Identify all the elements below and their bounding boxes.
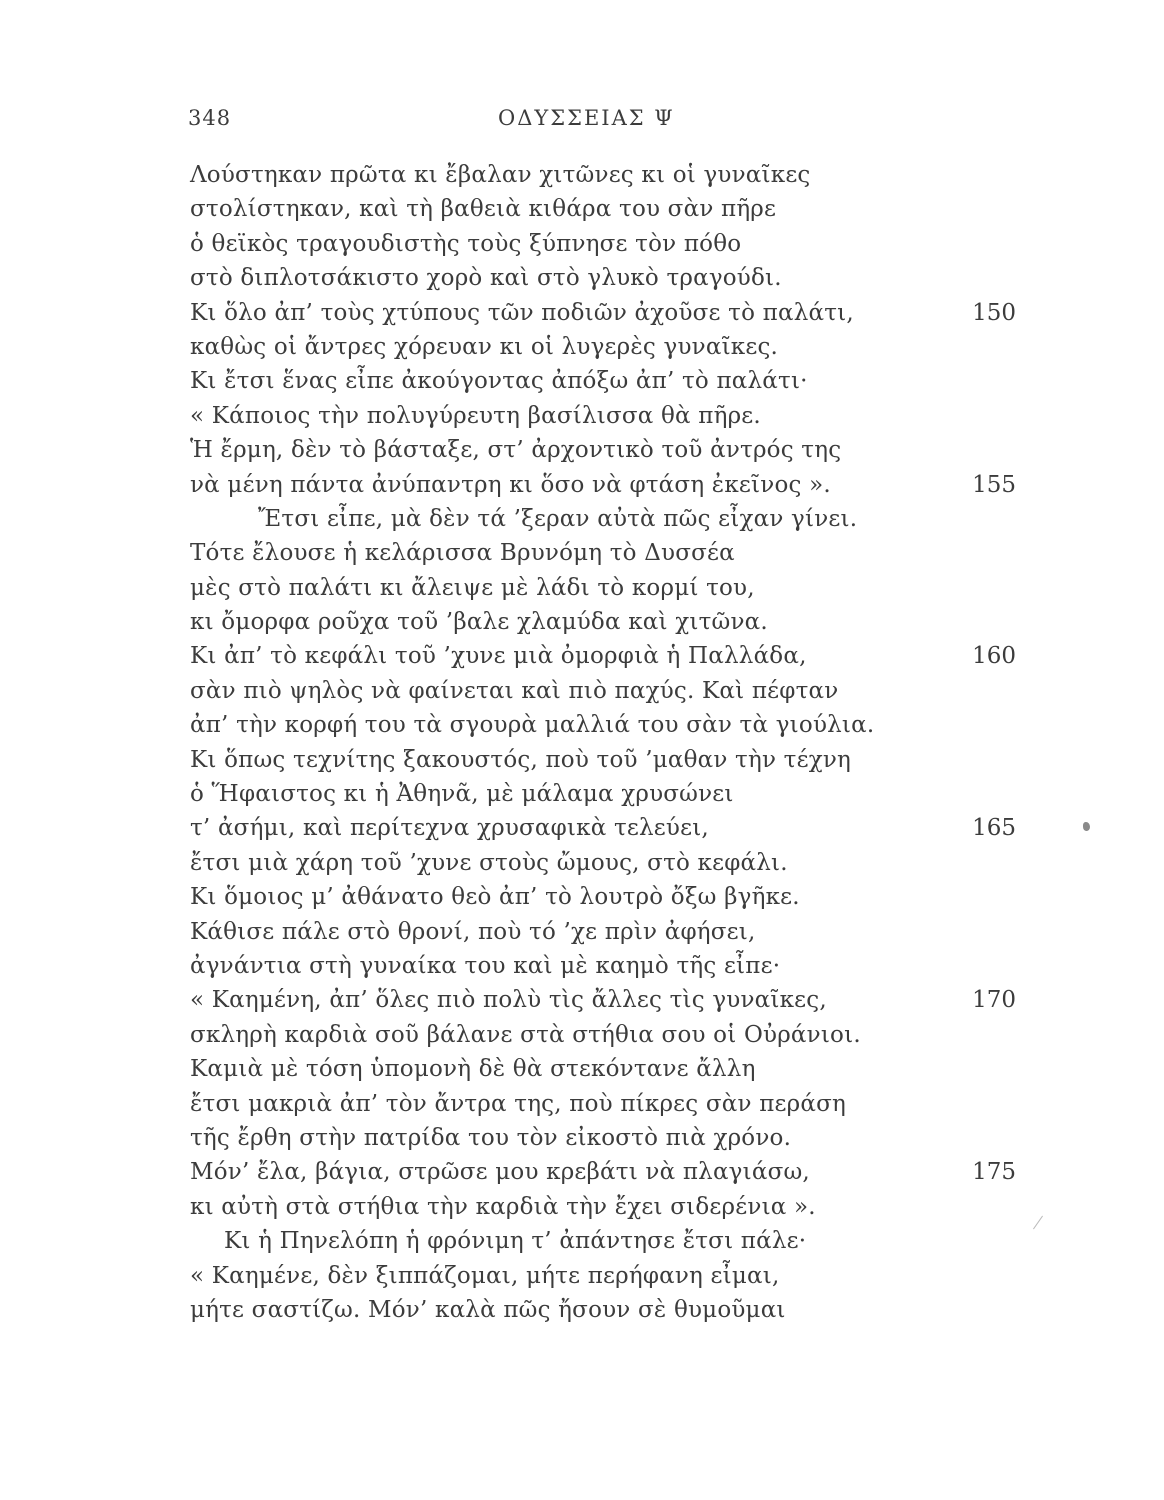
verse-line xyxy=(0,1087,1164,1121)
verse-line xyxy=(0,639,1164,673)
verse-line xyxy=(0,296,1164,330)
verse-line xyxy=(0,502,1164,536)
page-number: 348 xyxy=(188,106,232,130)
verse-line xyxy=(0,811,1164,845)
verse-text: Τότε ἔλουσε ἡ κελάρισσα Βρυνόμη τὸ Δυσσέα xyxy=(190,540,735,567)
verse-text: Μόν’ ἔλα, βάγια, στρῶσε μου κρεβάτι νὰ πλαγιάσω, xyxy=(190,1159,810,1186)
running-head xyxy=(0,106,1164,136)
verse-text: τ’ ἀσήμι, καὶ περίτεχνα χρυσαφικὰ τελεύει, xyxy=(190,815,709,842)
verse-text: κι αὐτὴ στὰ στήθια τὴν καρδιὰ τὴν ἔχει σιδερένια ». xyxy=(190,1193,816,1220)
verse-text: Κι ὅλο ἀπ’ τοὺς χτύπους τῶν ποδιῶν ἀχοῦσε τὸ παλάτι, xyxy=(190,299,854,326)
verse-text: Κι ἡ Πηνελόπη ἡ φρόνιμη τ’ ἀπάντησε ἔτσι πάλε· xyxy=(224,1228,807,1255)
verse-text: ἔτσι μακριὰ ἀπ’ τὸν ἄντρα της, ποὺ πίκρες σὰν περάση xyxy=(190,1090,846,1117)
verse-line xyxy=(0,192,1164,226)
verse-text: Κάθισε πάλε στὸ θρονί, ποὺ τό ’χε πρὶν ἀφήσει, xyxy=(190,918,756,945)
verse-text: ὁ θεϊκὸς τραγουδιστὴς τοὺς ξύπνησε τὸν πόθο xyxy=(190,230,742,257)
verse-line xyxy=(0,1121,1164,1155)
ink-speck xyxy=(1083,822,1090,831)
line-number: 160 xyxy=(972,643,1016,670)
verse-text: « Καημένε, δὲν ξιππάζομαι, μήτε περήφανη εἶμαι, xyxy=(190,1262,780,1289)
verse-text: Κι ὅμοιος μ’ ἀθάνατο θεὸ ἀπ’ τὸ λουτρὸ ὄξω βγῆκε. xyxy=(190,884,800,911)
verse-text: τῆς ἔρθη στὴν πατρίδα του τὸν εἰκοστὸ πιὰ χρόνο. xyxy=(190,1124,792,1151)
verse-text: ἀγνάντια στὴ γυναίκα του καὶ μὲ καημὸ τῆς εἶπε· xyxy=(190,952,781,979)
verse-line xyxy=(0,674,1164,708)
verse-text: νὰ μένη πάντα ἀνύπαντρη κι ὅσο νὰ φτάση ἐκεῖνος ». xyxy=(190,471,831,498)
verse-text: κι ὄμορφα ροῦχα τοῦ ’βαλε χλαμύδα καὶ χιτῶνα. xyxy=(190,609,768,636)
verse-text: ἔτσι μιὰ χάρη τοῦ ’χυνε στοὺς ὤμους, στὸ κεφάλι. xyxy=(190,849,788,876)
line-number: 175 xyxy=(972,1159,1016,1186)
verse-text: Ἡ ἔρμη, δὲν τὸ βάσταξε, στ’ ἀρχοντικὸ τοῦ ἀντρός της xyxy=(190,437,842,464)
verse-line xyxy=(0,1224,1164,1258)
verse-text: Ἔτσι εἶπε, μὰ δὲν τά ’ξεραν αὐτὰ πῶς εἶχαν γίνει. xyxy=(258,505,858,532)
verse-line xyxy=(0,571,1164,605)
verse-text: σκληρὴ καρδιὰ σοῦ βάλανε στὰ στήθια σου οἱ Οὐράνιοι. xyxy=(190,1021,861,1048)
verse-line xyxy=(0,227,1164,261)
verse-line xyxy=(0,433,1164,467)
verse-text: Καμιὰ μὲ τόση ὑπομονὴ δὲ θὰ στεκόντανε ἄλλη xyxy=(190,1056,756,1083)
line-number: 150 xyxy=(972,299,1016,326)
verse-text: Λούστηκαν πρῶτα κι ἔβαλαν χιτῶνες κι οἱ γυναῖκες xyxy=(190,162,811,188)
verse-line xyxy=(0,743,1164,777)
line-number: 165 xyxy=(972,815,1016,842)
verse-text: « Κάποιος τὴν πολυγύρευτη βασίλισσα θὰ πῆρε. xyxy=(190,402,761,429)
verse-line xyxy=(0,158,1164,192)
verse-text: μὲς στὸ παλάτι κι ἄλειψε μὲ λάδι τὸ κορμί του, xyxy=(190,574,755,601)
verse-line xyxy=(0,983,1164,1017)
verse-line xyxy=(0,605,1164,639)
verse-line xyxy=(0,1018,1164,1052)
verse-text: Κι ἀπ’ τὸ κεφάλι τοῦ ’χυνε μιὰ ὀμορφιὰ ἡ Παλλάδα, xyxy=(190,643,807,670)
verse-line xyxy=(0,536,1164,570)
verse-text: Κι ὅπως τεχνίτης ξακουστός, ποὺ τοῦ ’μαθαν τὴν τέχνη xyxy=(190,746,851,773)
verse-line xyxy=(0,949,1164,983)
book-title: ΟΔΥΣΣΕΙΑΣ Ψ xyxy=(498,106,675,130)
verse-text: ἀπ’ τὴν κορφή του τὰ σγουρὰ μαλλιά του σὰν τὰ γιούλια. xyxy=(190,712,875,739)
verse-text: καθὼς οἱ ἄντρες χόρευαν κι οἱ λυγερὲς γυναῖκες. xyxy=(190,333,779,360)
verse-line xyxy=(0,1293,1164,1327)
verse-line xyxy=(0,1259,1164,1293)
verse-line xyxy=(0,846,1164,880)
verse-line xyxy=(0,468,1164,502)
verse-line xyxy=(0,915,1164,949)
verse-text: στολίστηκαν, καὶ τὴ βαθειὰ κιθάρα του σὰν πῆρε xyxy=(190,196,777,223)
verse-block xyxy=(0,158,1164,1327)
verse-text: σὰν πιὸ ψηλὸς νὰ φαίνεται καὶ πιὸ παχύς. Καὶ πέφταν xyxy=(190,677,839,704)
verse-text: Κι ἔτσι ἕνας εἶπε ἀκούγοντας ἀπόξω ἀπ’ τὸ παλάτι· xyxy=(190,368,808,395)
verse-text: ὁ Ἥφαιστος κι ἡ Ἀθηνᾶ, μὲ μάλαμα χρυσώνει xyxy=(190,781,734,808)
verse-line xyxy=(0,261,1164,295)
verse-line xyxy=(0,1190,1164,1224)
verse-line xyxy=(0,1155,1164,1189)
verse-line xyxy=(0,777,1164,811)
verse-text: στὸ διπλοτσάκιστο χορὸ καὶ στὸ γλυκὸ τραγούδι. xyxy=(190,265,782,292)
line-number: 170 xyxy=(972,987,1016,1014)
verse-line xyxy=(0,330,1164,364)
verse-text: μήτε σαστίζω. Μόν’ καλὰ πῶς ἤσουν σὲ θυμοῦμαι xyxy=(190,1296,786,1323)
verse-line xyxy=(0,880,1164,914)
verse-line xyxy=(0,708,1164,742)
verse-line xyxy=(0,399,1164,433)
line-number: 155 xyxy=(972,471,1016,498)
verse-line xyxy=(0,1052,1164,1086)
verse-text: « Καημένη, ἀπ’ ὅλες πιὸ πολὺ τὶς ἄλλες τὶς γυναῖκες, xyxy=(190,987,827,1014)
verse-line xyxy=(0,364,1164,398)
